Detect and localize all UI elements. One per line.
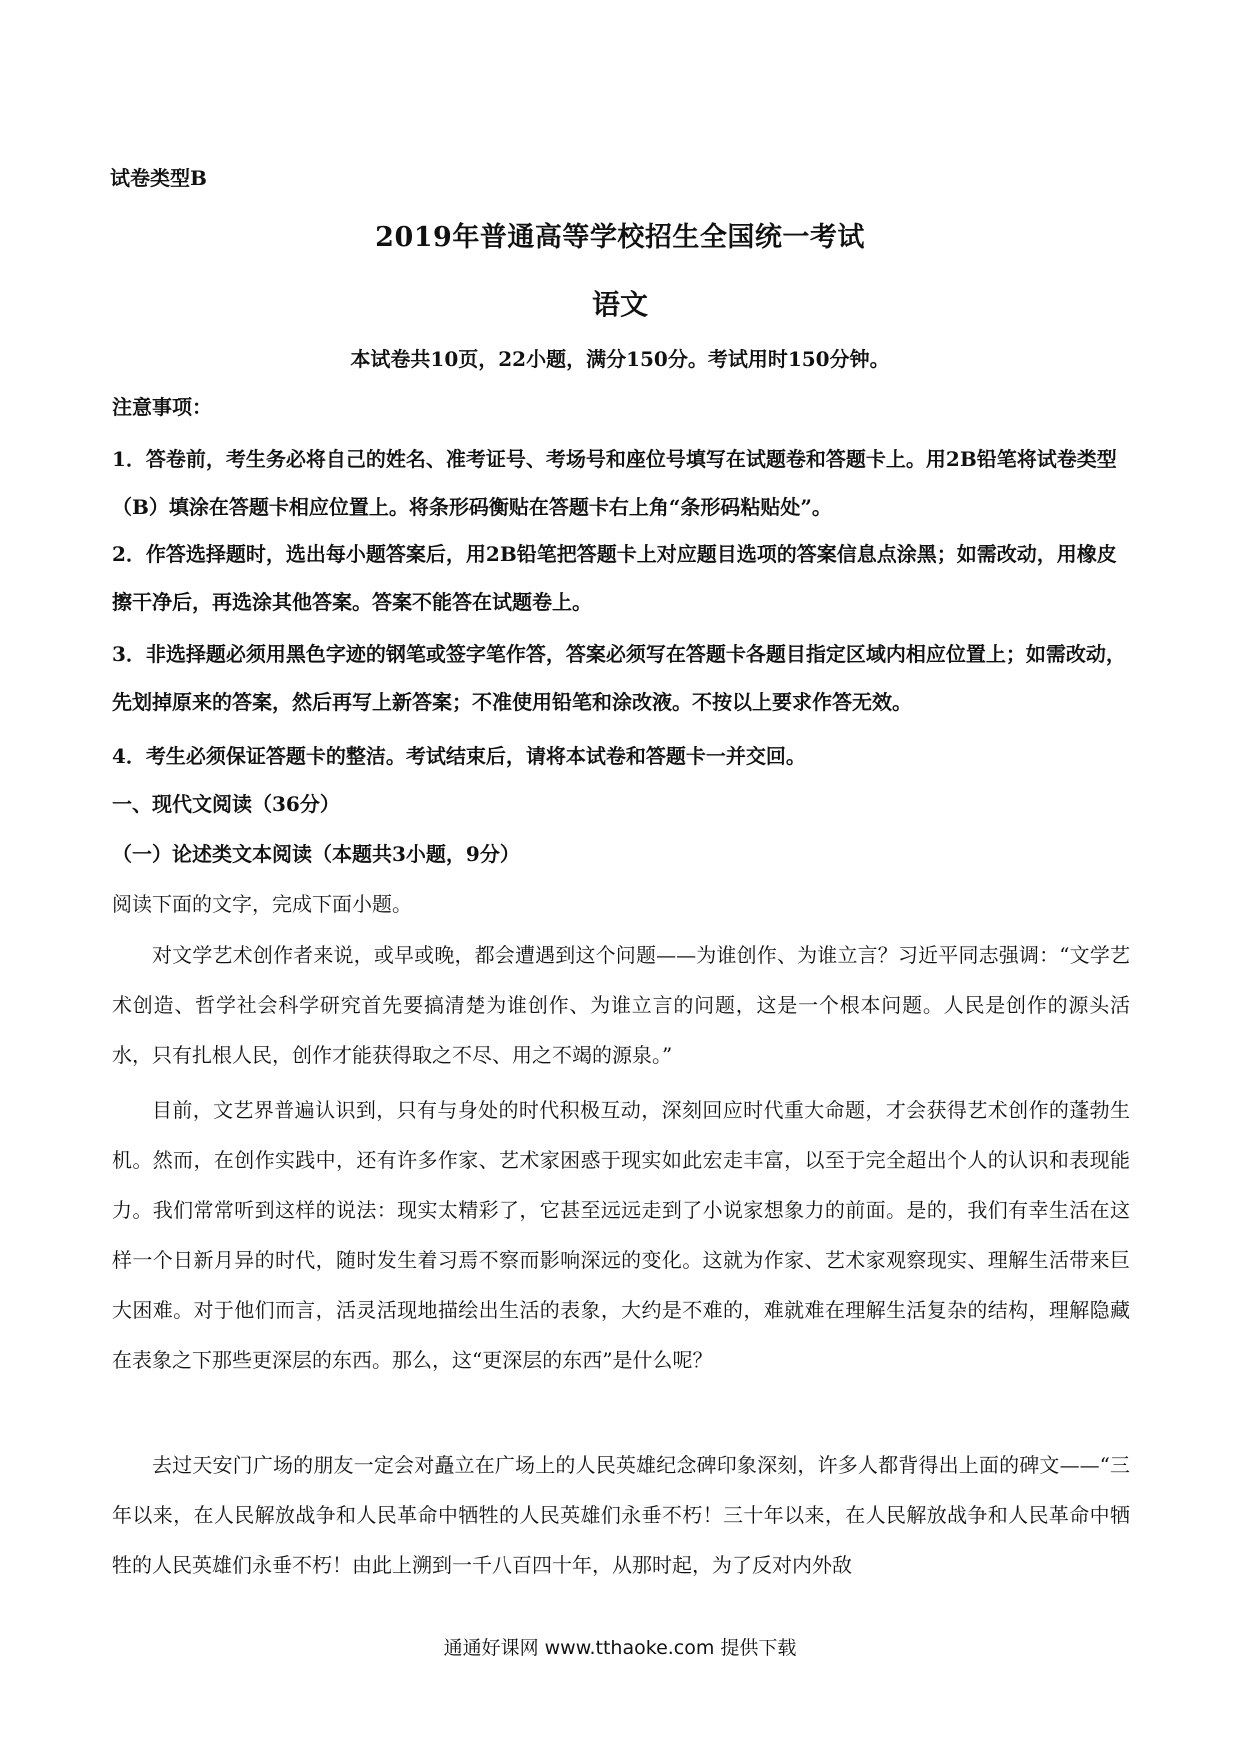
section-heading: 一、现代文阅读（36分）	[112, 792, 340, 816]
notice-item-1: 1．答卷前，考生务必将自己的姓名、准考证号、考场号和座位号填写在试题卷和答题卡上。用2B铅笔将试卷类型（B）填涂在答题卡相应位置上。将条形码衡贴在答题卡右上角“条形码粘贴处”。	[112, 447, 1117, 519]
subsection-heading: （一）论述类文本阅读（本题共3小题，9分）	[112, 842, 520, 866]
passage-paragraph-1: 对文学艺术创作者来说，或早或晚，都会遭遇到这个问题——为谁创作、为谁立言？习近平同志强调：“文学艺术创造、哲学社会科学研究首先要搞清楚为谁创作、为谁立言的问题，这是一个根本问题。人民是创作的源头活水，只有扎根人民，创作才能获得取之不尽、用之不竭的源泉。”	[112, 943, 1130, 1067]
exam-title: 2019年普通高等学校招生全国统一考试	[375, 222, 865, 253]
passage-paragraph-3: 去过天安门广场的朋友一定会对矗立在广场上的人民英雄纪念碑印象深刻，许多人都背得出上面的碑文——“三年以来，在人民解放战争和人民革命中牺牲的人民英雄们永垂不朽！三十年以来，在人民解放战争和人民革命中牺牲的人民英雄们永垂不朽！由此上溯到一千八百四十年，从那时起，为了反对内外敌	[112, 1453, 1130, 1577]
passage-paragraph-2: 目前，文艺界普遍认识到，只有与身处的时代积极互动，深刻回应时代重大命题，才会获得艺术创作的蓬勃生机。然而，在创作实践中，还有许多作家、艺术家困惑于现实如此宏走丰富，以至于完全超出个人的认识和表现能力。我们常常听到这样的说法：现实太精彩了，它甚至远远走到了小说家想象力的前面。是的，我们有幸生活在这样一个日新月异的时代，随时发生着习焉不察而影响深远的变化。这就为作家、艺术家观察现实、理解生活带来巨大困难。对于他们而言，活灵活现地描绘出生活的表象，大约是不难的，难就难在理解生活复杂的结构，理解隐藏在表象之下那些更深层的东西。那么，这“更深层的东西”是什么呢？	[112, 1098, 1130, 1372]
paper-type-label: 试卷类型B	[110, 166, 207, 190]
notice-item-3: 3．非选择题必须用黑色字迹的钢笔或签字笔作答，答案必须写在答题卡各题目指定区域内相应位置上；如需改动，先划掉原来的答案，然后再写上新答案；不准使用铅笔和涂改液。不按以上要求作答无效。	[112, 642, 1126, 714]
reading-instruction: 阅读下面的文字，完成下面小题。	[112, 892, 412, 916]
notice-heading: 注意事项：	[112, 395, 212, 419]
notice-item-4: 4．考生必须保证答题卡的整洁。考试结束后，请将本试卷和答题卡一并交回。	[112, 744, 806, 768]
footer-download-note: 通通好课网 www.tthaoke.com 提供下载	[443, 1637, 797, 1659]
notice-item-2: 2．作答选择题时，选出每小题答案后，用2B铅笔把答题卡上对应题目选项的答案信息点涂黑；如需改动，用橡皮擦干净后，再选涂其他答案。答案不能答在试题卷上。	[112, 542, 1117, 614]
subject-title: 语文	[591, 288, 648, 321]
exam-info: 本试卷共10页，22小题，满分150分。考试用时150分钟。	[350, 347, 890, 371]
